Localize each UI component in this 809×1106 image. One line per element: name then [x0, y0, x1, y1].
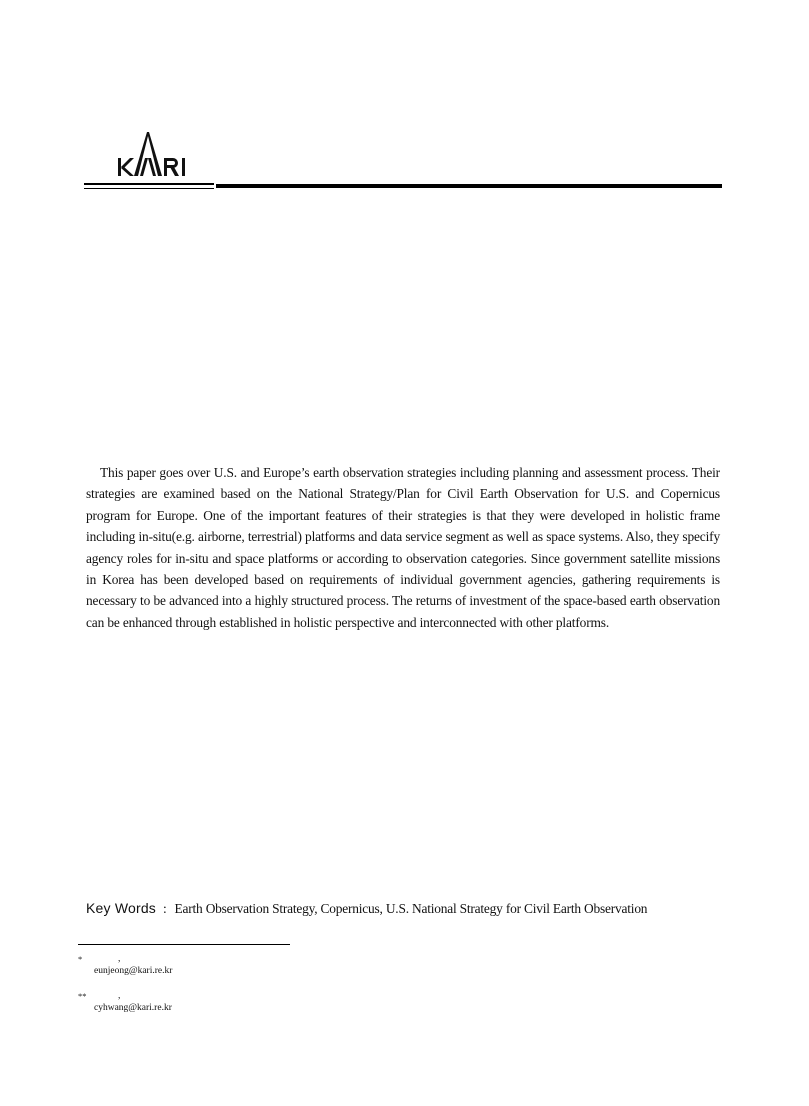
footnote-email[interactable]: eunjeong@kari.re.kr [94, 966, 173, 976]
keywords-label: Key Words [86, 900, 157, 916]
keywords-text: Earth Observation Strategy, Copernicus, U.S. National Strategy for Civil Earth Observation [174, 901, 648, 916]
footnote-comma: , [118, 991, 121, 1001]
kari-logo [112, 128, 192, 180]
keywords-separator: : [163, 901, 167, 916]
kari-logo-icon [112, 128, 192, 180]
footnote-email[interactable]: cyhwang@kari.re.kr [94, 1003, 172, 1013]
footnote-mark: * [78, 954, 83, 964]
keywords-line [86, 900, 766, 917]
footnote-rule [78, 944, 290, 945]
header-rule-short-bottom [84, 188, 214, 189]
footnote-mark: ** [78, 991, 87, 1001]
abstract-paragraph: This paper goes over U.S. and Europe’s earth observation strategies including planning and assessment process. Their strategies are examined based on the National Strategy/Plan for Civil Earth Observation for U.S. and Copernicus program for Europe. One of the important features of their strategies is that they were developed in holistic frame including in-situ(e.g. airborne, terrestrial) platforms and data service segment as well as space systems. Also, they specify agency roles for in-situ and space platforms or according to observation categories. Since government satellite missions in Korea has been developed based on requirements of individual government agencies, gathering requirements is necessary to be advanced into a highly structured process. The returns of investment of the space-based earth observation can be enhanced through established in holistic perspective and interconnected with other platforms. [86, 465, 720, 630]
footnote-comma: , [118, 954, 121, 964]
header-rule-short-top [84, 183, 214, 185]
header-rule-long [216, 184, 722, 188]
